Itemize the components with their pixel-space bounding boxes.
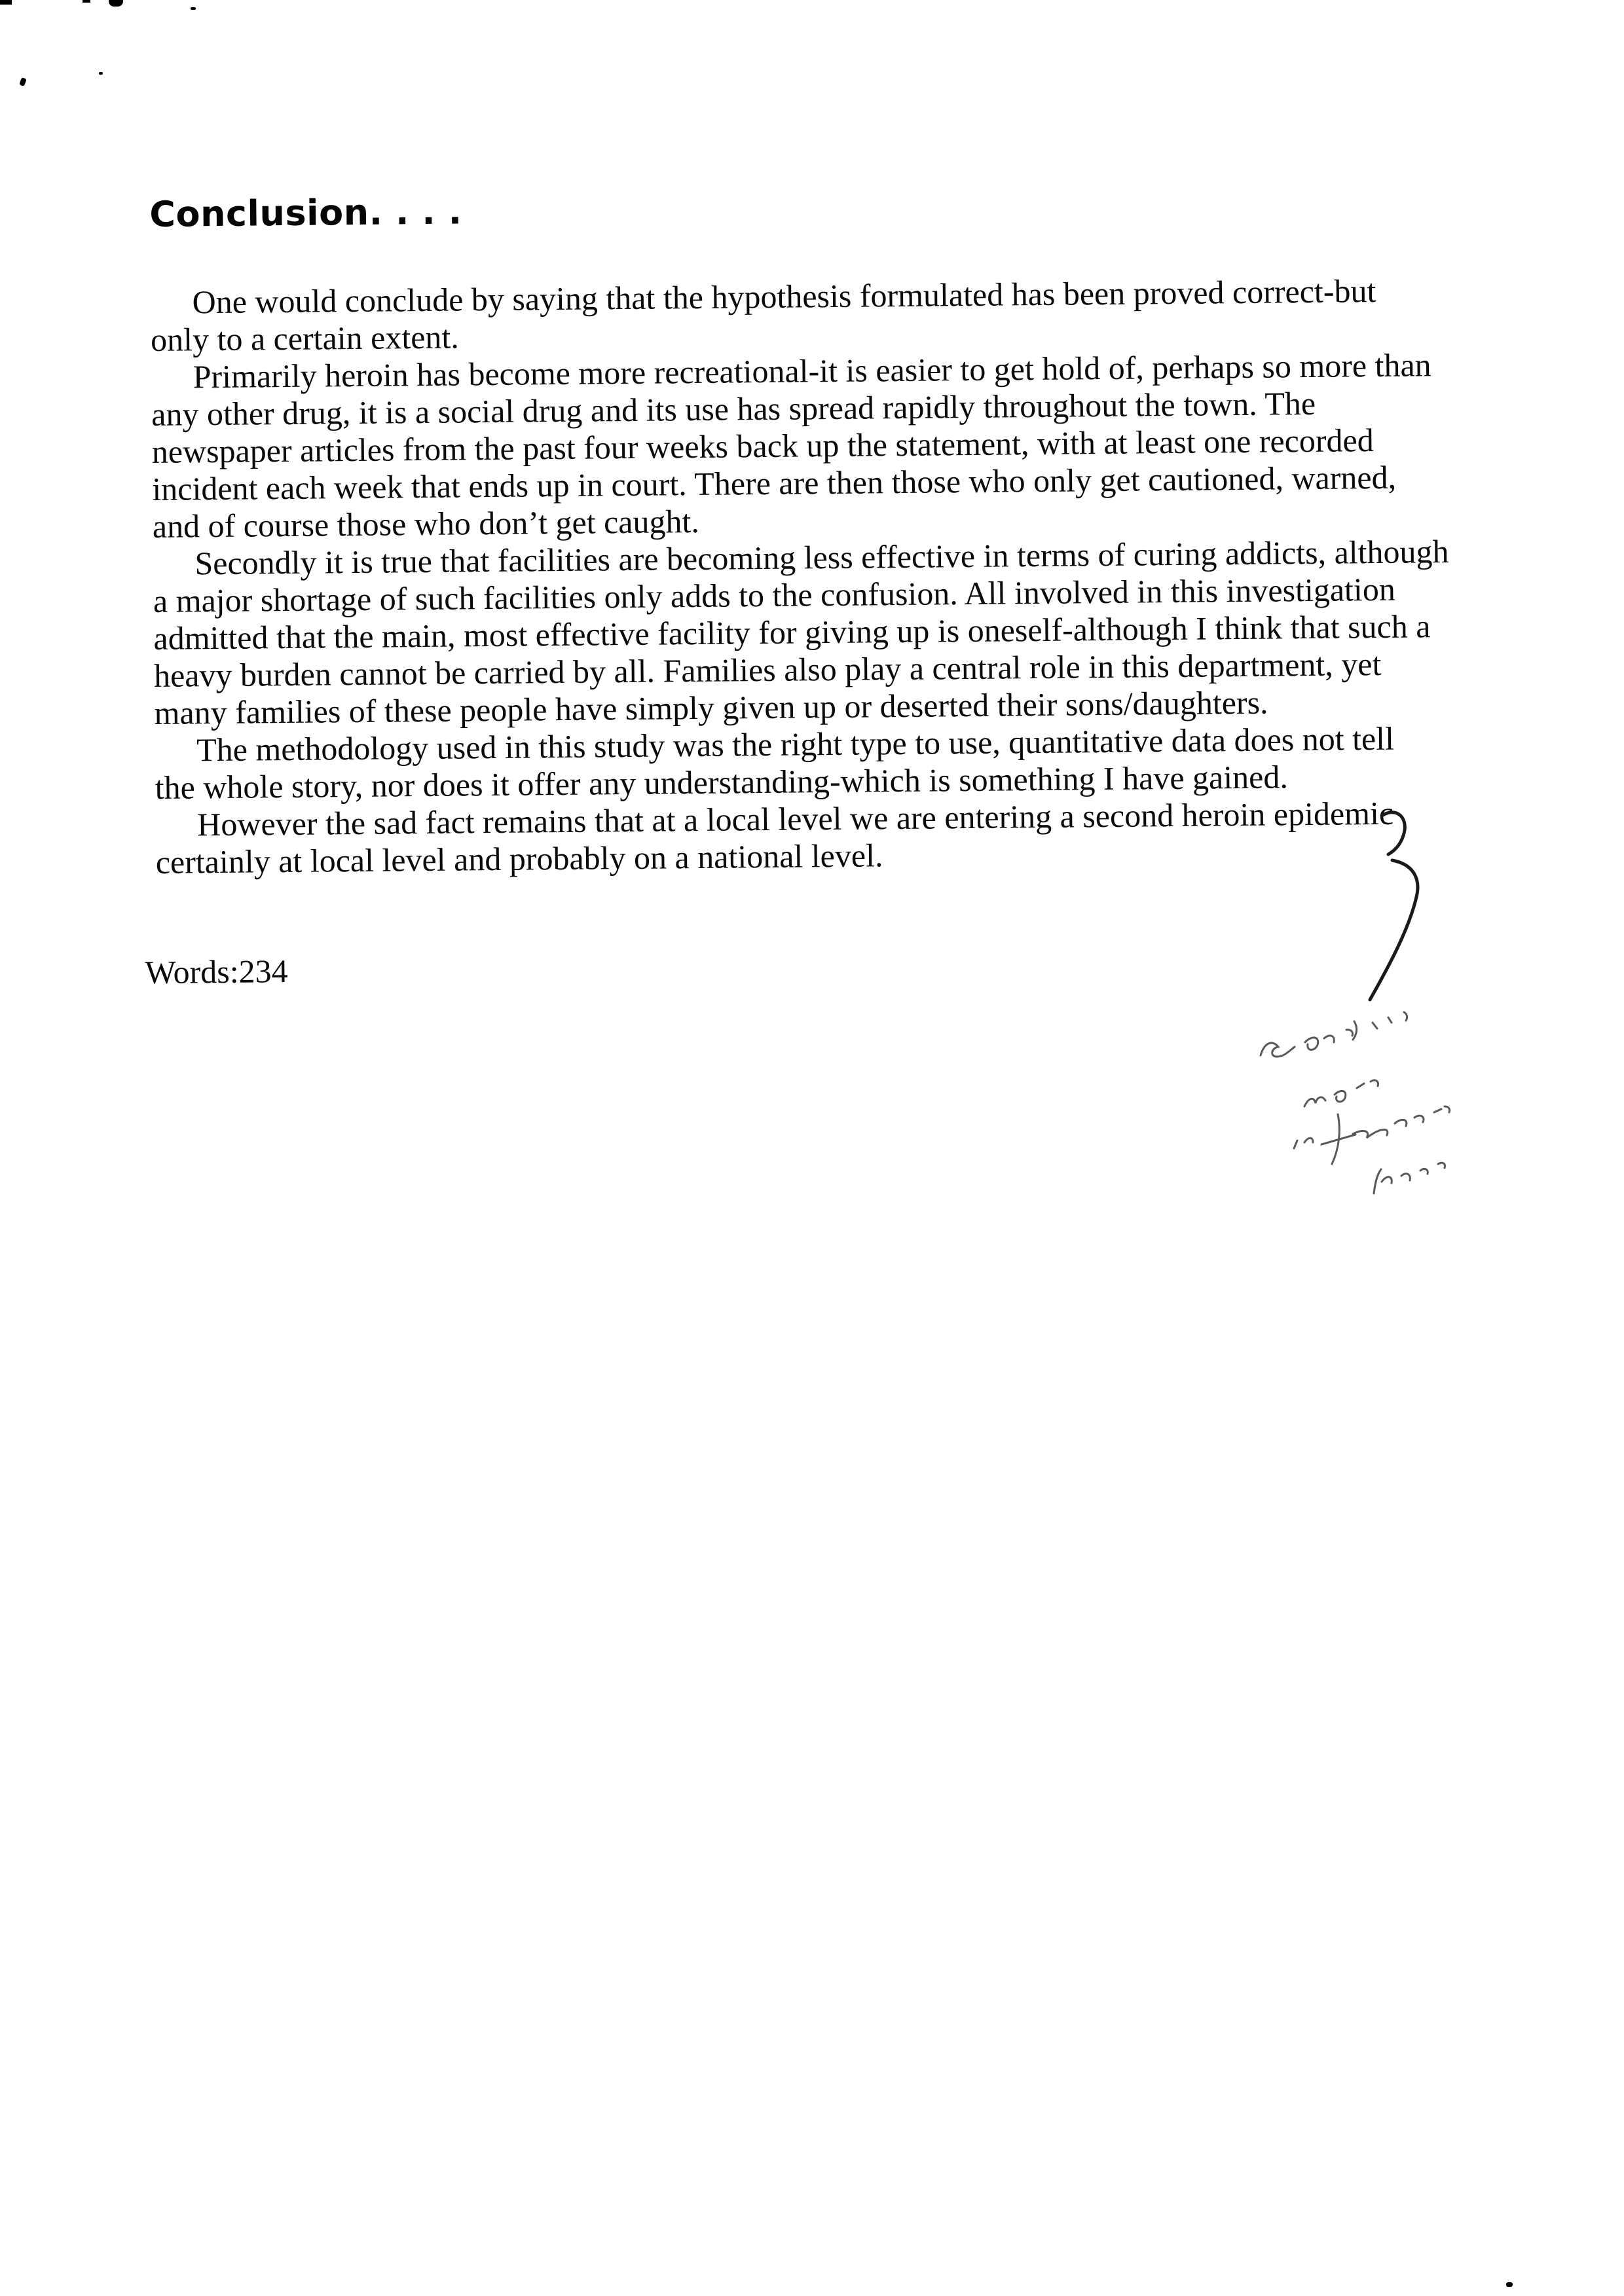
paragraph	[155, 794, 1452, 881]
word-count: Words:234	[145, 953, 288, 991]
body-line: One would conclude by saying that the hypothesis formulated has been proved correct-but	[192, 272, 1376, 321]
body-line: newspaper articles from the past four weeks back up the statement, with at least one recorded	[151, 422, 1374, 470]
body-line: admitted that the main, most effective facility for giving up is oneself-although I think that such a	[153, 608, 1431, 657]
body-line: a major shortage of such facilities only adds to the confusion. All involved in this investigation	[153, 570, 1396, 619]
scan-artifact	[109, 0, 123, 7]
body-line: and of course those who don’t get caught.	[152, 502, 700, 545]
body-line: The methodology used in this study was the right type to use, quantitative data does not tell	[196, 720, 1395, 769]
body-line: Primarily heroin has become more recreational-it is easier to get hold of, perhaps so more than	[193, 346, 1431, 395]
body-line: certainly at local level and probably on a national level.	[155, 837, 883, 881]
scan-artifact	[19, 77, 27, 86]
scan-artifact	[0, 0, 12, 5]
scan-artifact	[83, 0, 90, 3]
body-text	[150, 272, 1452, 881]
paragraph	[151, 346, 1449, 545]
body-line: heavy burden cannot be carried by all. Families also play a central role in this department, yet	[153, 645, 1382, 694]
body-line: incident each week that ends up in court. There are then those who only get cautioned, warned,	[152, 458, 1397, 507]
body-line: only to a certain extent.	[150, 318, 460, 358]
paragraph	[153, 533, 1450, 732]
paragraph	[155, 720, 1451, 807]
scan-artifact	[99, 72, 103, 75]
page-title: Conclusion. . . .	[149, 191, 462, 235]
paragraph	[150, 272, 1447, 359]
scan-artifact	[1506, 2282, 1513, 2287]
pencil-note	[1261, 1012, 1450, 1194]
body-line: the whole story, nor does it offer any understanding-which is something I have gained.	[155, 758, 1289, 806]
body-line: many families of these people have simply given up or deserted their sons/daughters.	[154, 683, 1268, 731]
body-line: Secondly it is true that facilities are becoming less effective in terms of curing addicts, although	[194, 532, 1449, 582]
body-line: any other drug, it is a social drug and its use has spread rapidly throughout the town. The	[151, 384, 1316, 433]
scan-artifact	[191, 7, 196, 10]
body-line: However the sad fact remains that at a local level we are entering a second heroin epidemic	[196, 794, 1394, 843]
typed-content	[145, 181, 1524, 991]
